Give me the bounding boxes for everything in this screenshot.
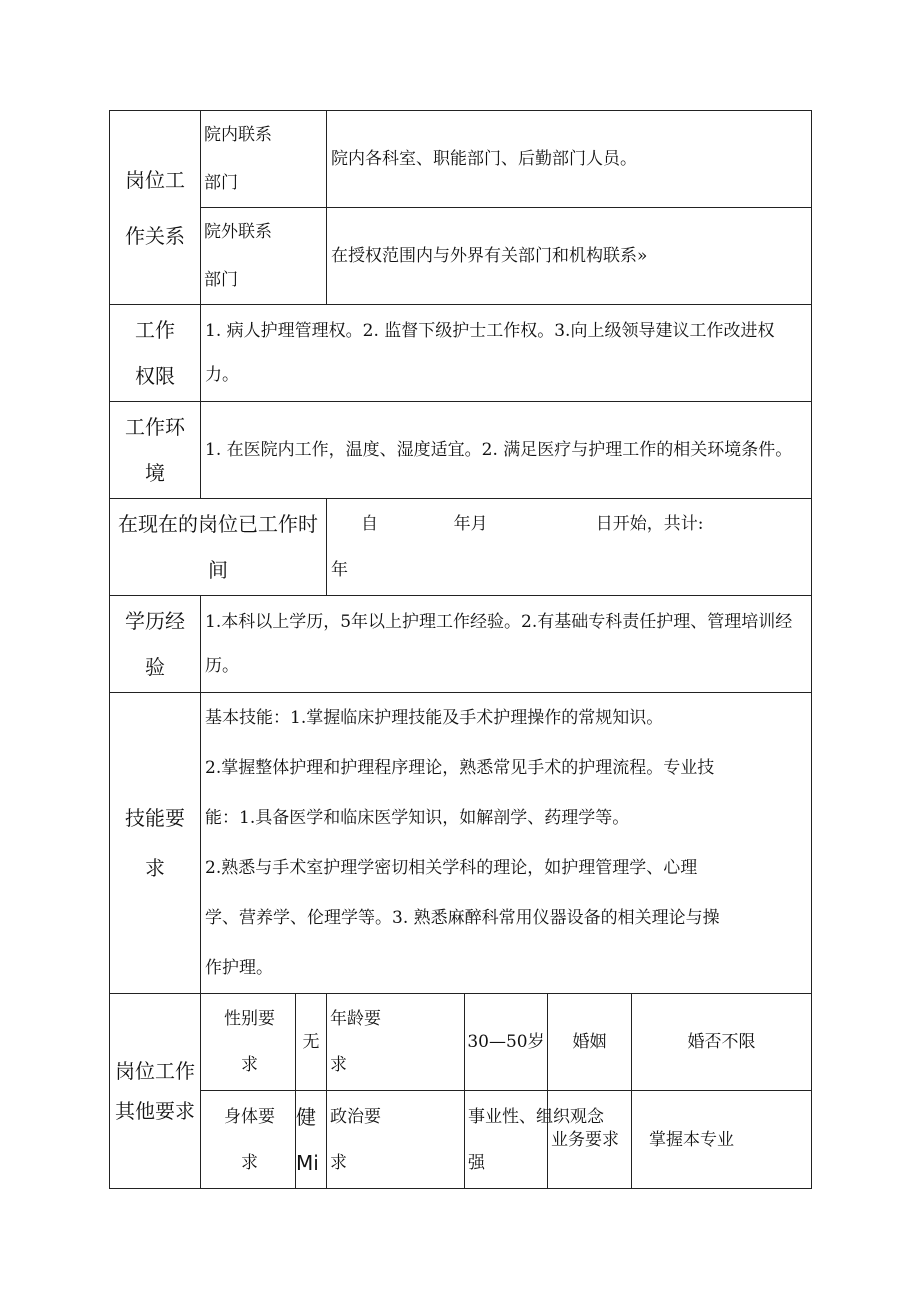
- gender-label-cell: [201, 994, 296, 1091]
- skills-line-1: 基本技能：1.掌握临床护理技能及手术护理操作的常规知识。: [205, 708, 664, 728]
- body-value-cell: [296, 1091, 327, 1189]
- skills-header-cell: [110, 693, 201, 994]
- political-value: 事业性、组织观念强: [468, 1106, 604, 1173]
- environment-header-cell: [110, 402, 201, 499]
- environment-text: 1. 在医院内工作，温度、湿度适宜。2. 满足医疗与护理工作的相关环境条件。: [201, 402, 812, 499]
- tenure-value-cell: [327, 499, 812, 596]
- gender-value: 无: [296, 994, 327, 1091]
- business-value: 掌握本专业: [649, 1129, 734, 1150]
- political-label: 政治要求: [330, 1106, 381, 1173]
- body-value: 健Mi: [296, 1104, 319, 1175]
- skills-text-cell: [201, 693, 812, 994]
- age-label-cell: [327, 994, 465, 1091]
- external-label: 院外联系部门: [204, 222, 272, 290]
- education-header-cell: [110, 596, 201, 693]
- relations-header-text: 岗位工作关系: [125, 167, 185, 248]
- external-label-cell: [201, 208, 327, 305]
- other-header-cell: [110, 994, 201, 1189]
- political-label-cell: [327, 1091, 465, 1189]
- external-value: 在授权范围内与外界有关部门和机构联系»: [327, 208, 812, 305]
- environment-row: [110, 402, 812, 499]
- tenure-line2: 年: [331, 560, 348, 580]
- tenure-row: [110, 499, 812, 596]
- authority-row: [110, 305, 812, 402]
- skills-line-4: 2.熟悉与手术室护理学密切相关学科的理论，如护理管理学、心理: [205, 858, 698, 878]
- gender-label: 性别要求: [224, 1009, 275, 1075]
- tenure-header-cell: [110, 499, 327, 596]
- internal-value: 院内各科室、职能部门、后勤部门人员。: [327, 111, 812, 208]
- body-label-cell: [201, 1091, 296, 1189]
- skills-line-6: 作护理。: [205, 958, 273, 978]
- skills-header: 技能要求: [125, 806, 185, 880]
- authority-header: 工作权限: [135, 318, 175, 388]
- authority-text: 1. 病人护理管理权。2. 监督下级护士工作权。3.向上级领导建议工作改进权力。: [201, 305, 812, 402]
- business-label: 业务要求: [551, 1129, 619, 1150]
- skills-line-2: 2.掌握整体护理和护理程序理论，熟悉常见手术的护理流程。专业技: [205, 758, 715, 778]
- other-row-2: [110, 1091, 812, 1189]
- skills-line-5: 学、营养学、伦理学等。3. 熟悉麻醉科常用仪器设备的相关理论与操: [205, 908, 720, 928]
- tenure-header: 在现在的岗位已工作时间: [118, 512, 318, 582]
- skills-line-3: 能：1.具备医学和临床医学知识，如解剖学、药理学等。: [205, 808, 630, 828]
- age-label: 年龄要求: [330, 1009, 381, 1075]
- relations-row-external: [110, 208, 812, 305]
- other-row-1: [110, 994, 812, 1091]
- internal-label: 院内联系部门: [204, 125, 272, 193]
- body-label: 身体要求: [224, 1106, 275, 1173]
- skills-row: [110, 693, 812, 994]
- education-row: [110, 596, 812, 693]
- education-header: 学历经验: [125, 609, 185, 679]
- age-value: 30—50岁: [465, 994, 548, 1091]
- authority-header-cell: [110, 305, 201, 402]
- environment-header: 工作环境: [125, 415, 185, 485]
- marriage-value: 婚否不限: [632, 994, 812, 1091]
- job-description-table: [109, 110, 812, 1189]
- relations-header: [110, 111, 201, 305]
- internal-label-cell: [201, 111, 327, 208]
- relations-row-internal: [110, 111, 812, 208]
- marriage-label: 婚姻: [548, 994, 632, 1091]
- tenure-line1: 自 年月 日开始，共计:: [361, 514, 704, 534]
- education-text: 1.本科以上学历，5年以上护理工作经验。2.有基础专科责任护理、管理培训经历。: [201, 596, 812, 693]
- business-value-cell: [632, 1091, 812, 1189]
- other-header: 岗位工作其他要求: [115, 1059, 195, 1123]
